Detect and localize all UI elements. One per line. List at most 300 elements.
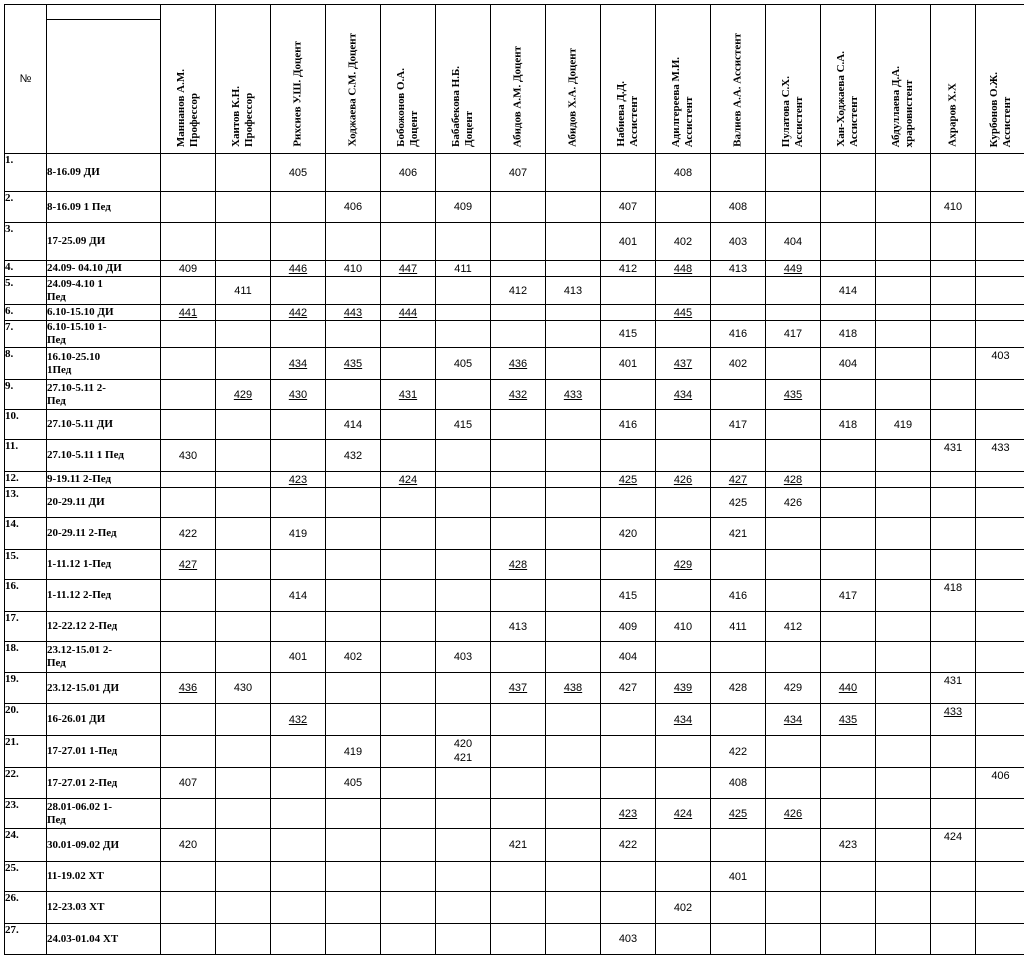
teacher-name: Рихсиев У.Ш. Доцент xyxy=(291,41,304,147)
room-cell xyxy=(876,277,931,305)
row-number: 7. xyxy=(5,321,47,348)
period-label: 24.09- 04.10 ДИ xyxy=(47,261,161,277)
teacher-column-header xyxy=(711,5,766,154)
room-cell xyxy=(271,440,326,472)
room-cell: 425 xyxy=(711,488,766,518)
room-cell xyxy=(976,154,1024,192)
room-cell xyxy=(436,799,491,829)
room-cell xyxy=(976,192,1024,223)
row-number: 17. xyxy=(5,612,47,642)
room-cell xyxy=(876,642,931,673)
period-label: 11-19.02 ХТ xyxy=(47,862,161,892)
room-cell: 429 xyxy=(656,550,711,580)
room-cell: 403 xyxy=(976,348,1024,380)
room-cell xyxy=(711,550,766,580)
room-cell xyxy=(491,580,546,612)
room-cell: 434 xyxy=(656,380,711,410)
room-cell xyxy=(931,518,976,550)
room-cell: 446 xyxy=(271,261,326,277)
room-cell: 422 xyxy=(711,736,766,768)
table-row xyxy=(5,380,1024,410)
room-cell: 430 xyxy=(161,440,216,472)
room-cell xyxy=(976,261,1024,277)
teacher-name: Бабабекова Н.Б. Доцент xyxy=(450,66,475,147)
room-cell xyxy=(326,223,381,261)
room-cell xyxy=(766,924,821,955)
room-cell xyxy=(601,892,656,924)
room-cell xyxy=(381,550,436,580)
room-cell: 406 xyxy=(976,768,1024,799)
room-cell xyxy=(876,192,931,223)
room-cell xyxy=(931,348,976,380)
room-cell: 448 xyxy=(656,261,711,277)
room-cell: 414 xyxy=(271,580,326,612)
header-row xyxy=(5,5,1024,154)
room-cell xyxy=(161,154,216,192)
table-row xyxy=(5,223,1024,261)
room-cell xyxy=(271,550,326,580)
room-cell xyxy=(326,518,381,550)
period-label: 17-27.01 1-Пед xyxy=(47,736,161,768)
room-cell xyxy=(876,321,931,348)
room-cell xyxy=(766,348,821,380)
room-cell xyxy=(271,799,326,829)
room-cell xyxy=(656,277,711,305)
room-cell: 422 xyxy=(601,829,656,862)
room-cell: 425 xyxy=(711,799,766,829)
room-cell xyxy=(491,799,546,829)
room-cell xyxy=(656,321,711,348)
room-cell xyxy=(976,673,1024,704)
row-number: 2. xyxy=(5,192,47,223)
room-cell: 412 xyxy=(766,612,821,642)
room-cell xyxy=(271,736,326,768)
room-cell xyxy=(436,440,491,472)
room-cell xyxy=(491,305,546,321)
table-row xyxy=(5,277,1024,305)
row-number: 15. xyxy=(5,550,47,580)
room-cell xyxy=(821,154,876,192)
room-cell xyxy=(381,580,436,612)
room-cell xyxy=(876,380,931,410)
room-cell xyxy=(271,862,326,892)
table-row xyxy=(5,472,1024,488)
room-cell xyxy=(491,924,546,955)
room-cell: 436 xyxy=(161,673,216,704)
room-cell xyxy=(381,829,436,862)
table-row xyxy=(5,488,1024,518)
room-cell: 401 xyxy=(601,223,656,261)
row-number: 26. xyxy=(5,892,47,924)
room-cell xyxy=(931,154,976,192)
room-cell xyxy=(161,704,216,736)
room-cell xyxy=(216,799,271,829)
table-row xyxy=(5,580,1024,612)
room-cell xyxy=(216,348,271,380)
row-number: 21. xyxy=(5,736,47,768)
room-cell xyxy=(161,924,216,955)
room-cell xyxy=(161,736,216,768)
room-cell xyxy=(161,580,216,612)
room-cell xyxy=(976,924,1024,955)
room-cell xyxy=(976,892,1024,924)
room-cell xyxy=(976,518,1024,550)
room-cell xyxy=(271,924,326,955)
room-cell: 418 xyxy=(931,580,976,612)
table-row xyxy=(5,612,1024,642)
row-number: 11. xyxy=(5,440,47,472)
room-cell xyxy=(876,924,931,955)
room-cell: 424 xyxy=(381,472,436,488)
room-cell: 434 xyxy=(271,348,326,380)
room-cell xyxy=(216,488,271,518)
room-cell xyxy=(436,154,491,192)
room-cell xyxy=(711,305,766,321)
room-cell xyxy=(711,440,766,472)
room-cell xyxy=(326,862,381,892)
room-cell: 431 xyxy=(931,440,976,472)
room-cell xyxy=(326,799,381,829)
room-cell xyxy=(216,410,271,440)
teacher-name: Адилгереева М.И. Ассистент xyxy=(670,56,695,147)
room-cell: 403 xyxy=(601,924,656,955)
room-cell xyxy=(931,410,976,440)
room-cell xyxy=(546,704,601,736)
room-cell: 430 xyxy=(216,673,271,704)
room-cell xyxy=(821,305,876,321)
row-number: 6. xyxy=(5,305,47,321)
row-number: 9. xyxy=(5,380,47,410)
row-number: 8. xyxy=(5,348,47,380)
room-cell xyxy=(931,550,976,580)
room-cell: 419 xyxy=(326,736,381,768)
room-cell xyxy=(161,799,216,829)
room-cell xyxy=(436,924,491,955)
row-number: 20. xyxy=(5,704,47,736)
period-label: 27.10-5.11 1 Пед xyxy=(47,440,161,472)
room-cell xyxy=(546,768,601,799)
room-cell xyxy=(601,440,656,472)
room-cell xyxy=(821,862,876,892)
room-cell xyxy=(876,799,931,829)
period-label: 6.10-15.10 1- Пед xyxy=(47,321,161,348)
room-cell xyxy=(976,736,1024,768)
room-cell xyxy=(601,768,656,799)
room-cell xyxy=(976,580,1024,612)
room-cell xyxy=(766,736,821,768)
room-cell: 409 xyxy=(436,192,491,223)
room-cell: 426 xyxy=(656,472,711,488)
room-cell xyxy=(491,261,546,277)
teacher-name: Курбонов О.Ж. Ассистент xyxy=(987,71,1013,147)
schedule-body xyxy=(5,154,1024,955)
room-cell xyxy=(436,612,491,642)
room-cell xyxy=(766,580,821,612)
room-cell xyxy=(271,223,326,261)
room-cell: 415 xyxy=(601,321,656,348)
room-cell: 422 xyxy=(161,518,216,550)
room-cell xyxy=(976,472,1024,488)
room-cell: 402 xyxy=(711,348,766,380)
room-cell xyxy=(381,321,436,348)
room-cell xyxy=(271,673,326,704)
room-cell xyxy=(436,768,491,799)
room-cell xyxy=(271,768,326,799)
row-number: 27. xyxy=(5,924,47,955)
room-cell: 419 xyxy=(876,410,931,440)
room-cell: 416 xyxy=(711,321,766,348)
room-cell xyxy=(326,550,381,580)
room-cell xyxy=(491,768,546,799)
table-row xyxy=(5,321,1024,348)
teacher-name: Абидов Х.А. Доцент xyxy=(566,48,579,147)
room-cell: 427 xyxy=(601,673,656,704)
room-cell xyxy=(381,612,436,642)
room-cell: 402 xyxy=(326,642,381,673)
room-cell xyxy=(546,440,601,472)
room-cell xyxy=(381,192,436,223)
room-cell xyxy=(876,261,931,277)
teacher-name: Пулатова С.Х. Ассистент xyxy=(780,75,805,147)
room-cell xyxy=(381,518,436,550)
room-cell xyxy=(271,488,326,518)
period-label: 20-29.11 ДИ xyxy=(47,488,161,518)
period-label: 24.09-4.10 1 Пед xyxy=(47,277,161,305)
room-cell: 405 xyxy=(326,768,381,799)
period-label: 6.10-15.10 ДИ xyxy=(47,305,161,321)
room-cell: 411 xyxy=(436,261,491,277)
room-cell xyxy=(656,410,711,440)
room-cell: 405 xyxy=(271,154,326,192)
room-cell xyxy=(821,612,876,642)
room-cell: 431 xyxy=(931,673,976,704)
room-cell xyxy=(931,305,976,321)
table-row xyxy=(5,410,1024,440)
room-cell xyxy=(546,154,601,192)
room-cell xyxy=(436,829,491,862)
room-cell xyxy=(711,380,766,410)
teacher-column-header xyxy=(601,5,656,154)
room-cell xyxy=(601,862,656,892)
room-cell xyxy=(876,472,931,488)
room-cell: 408 xyxy=(711,768,766,799)
room-cell xyxy=(326,380,381,410)
period-label: 1-11.12 1-Пед xyxy=(47,550,161,580)
room-cell: 421 xyxy=(711,518,766,550)
room-cell xyxy=(491,488,546,518)
room-cell xyxy=(976,305,1024,321)
room-cell xyxy=(161,612,216,642)
room-cell xyxy=(216,550,271,580)
room-cell xyxy=(546,472,601,488)
room-cell xyxy=(436,277,491,305)
room-cell xyxy=(381,440,436,472)
row-number: 5. xyxy=(5,277,47,305)
room-cell: 416 xyxy=(601,410,656,440)
room-cell xyxy=(931,612,976,642)
room-cell xyxy=(821,380,876,410)
room-cell xyxy=(436,704,491,736)
room-cell xyxy=(821,768,876,799)
room-cell: 438 xyxy=(546,673,601,704)
teacher-column-header xyxy=(821,5,876,154)
row-number: 16. xyxy=(5,580,47,612)
room-cell xyxy=(931,736,976,768)
teacher-name: Абдуллаева Д.А. храровистент xyxy=(890,65,915,147)
teacher-column-header xyxy=(491,5,546,154)
room-cell xyxy=(216,580,271,612)
room-cell xyxy=(216,924,271,955)
room-cell xyxy=(546,488,601,518)
row-number: 19. xyxy=(5,673,47,704)
room-cell xyxy=(491,472,546,488)
room-cell xyxy=(161,410,216,440)
teacher-name: Валиев А.А. Ассистент xyxy=(731,33,744,147)
room-cell: 427 xyxy=(161,550,216,580)
room-cell: 442 xyxy=(271,305,326,321)
room-cell xyxy=(436,862,491,892)
room-cell xyxy=(976,321,1024,348)
teacher-column-header xyxy=(381,5,436,154)
room-cell xyxy=(216,829,271,862)
period-label: 23.12-15.01 2- Пед xyxy=(47,642,161,673)
room-cell: 428 xyxy=(711,673,766,704)
room-cell xyxy=(436,223,491,261)
teacher-column-header xyxy=(436,5,491,154)
room-cell: 410 xyxy=(326,261,381,277)
room-cell xyxy=(161,488,216,518)
row-number: 12. xyxy=(5,472,47,488)
room-cell xyxy=(821,488,876,518)
room-cell: 413 xyxy=(711,261,766,277)
room-cell xyxy=(436,550,491,580)
room-cell: 424 xyxy=(656,799,711,829)
room-cell xyxy=(876,305,931,321)
room-cell xyxy=(216,612,271,642)
room-cell xyxy=(976,488,1024,518)
table-row xyxy=(5,518,1024,550)
room-cell: 412 xyxy=(491,277,546,305)
room-cell xyxy=(931,223,976,261)
room-cell: 428 xyxy=(491,550,546,580)
room-cell xyxy=(876,518,931,550)
room-cell xyxy=(491,892,546,924)
room-cell xyxy=(711,154,766,192)
period-label: 27.10-5.11 2- Пед xyxy=(47,380,161,410)
room-cell xyxy=(271,321,326,348)
room-cell: 429 xyxy=(216,380,271,410)
room-cell xyxy=(326,892,381,924)
room-cell xyxy=(766,829,821,862)
room-cell xyxy=(491,223,546,261)
teacher-column-header xyxy=(976,5,1024,154)
room-cell xyxy=(656,736,711,768)
room-cell xyxy=(656,829,711,862)
table-row xyxy=(5,550,1024,580)
room-cell: 409 xyxy=(161,261,216,277)
room-cell: 403 xyxy=(436,642,491,673)
room-cell xyxy=(821,736,876,768)
period-label: 20-29.11 2-Пед xyxy=(47,518,161,550)
room-cell xyxy=(381,223,436,261)
period-column-header xyxy=(47,5,161,154)
room-cell: 426 xyxy=(766,488,821,518)
room-cell xyxy=(601,305,656,321)
room-cell xyxy=(931,768,976,799)
room-cell: 435 xyxy=(766,380,821,410)
teacher-column-header xyxy=(216,5,271,154)
room-cell xyxy=(976,642,1024,673)
teacher-column-header xyxy=(656,5,711,154)
table-row xyxy=(5,642,1024,673)
room-cell xyxy=(931,261,976,277)
room-cell xyxy=(491,736,546,768)
room-cell: 404 xyxy=(601,642,656,673)
room-cell: 434 xyxy=(766,704,821,736)
table-row xyxy=(5,736,1024,768)
room-cell xyxy=(766,305,821,321)
room-cell: 406 xyxy=(326,192,381,223)
room-cell xyxy=(876,580,931,612)
period-label: 16.10-25.10 1Пед xyxy=(47,348,161,380)
teacher-column-header xyxy=(876,5,931,154)
row-number: 4. xyxy=(5,261,47,277)
room-cell: 401 xyxy=(271,642,326,673)
room-cell xyxy=(381,488,436,518)
room-cell: 436 xyxy=(491,348,546,380)
room-cell xyxy=(931,924,976,955)
room-cell xyxy=(216,321,271,348)
room-cell xyxy=(976,550,1024,580)
room-cell: 423 xyxy=(271,472,326,488)
room-cell xyxy=(216,768,271,799)
room-cell xyxy=(161,321,216,348)
row-number: 23. xyxy=(5,799,47,829)
room-cell: 433 xyxy=(931,704,976,736)
room-cell xyxy=(931,642,976,673)
room-cell xyxy=(766,862,821,892)
table-row xyxy=(5,892,1024,924)
room-cell xyxy=(546,321,601,348)
room-cell xyxy=(216,704,271,736)
room-cell xyxy=(546,580,601,612)
room-cell: 429 xyxy=(766,673,821,704)
room-cell xyxy=(381,768,436,799)
room-cell xyxy=(326,704,381,736)
room-cell xyxy=(821,924,876,955)
table-row xyxy=(5,192,1024,223)
room-cell: 416 xyxy=(711,580,766,612)
room-cell xyxy=(216,892,271,924)
room-cell xyxy=(656,488,711,518)
schedule-table xyxy=(4,4,1024,955)
room-cell xyxy=(326,673,381,704)
room-cell xyxy=(546,829,601,862)
teacher-column-header xyxy=(931,5,976,154)
room-cell xyxy=(931,380,976,410)
teacher-name: Ахраров Х.Х xyxy=(946,83,959,147)
row-number: 22. xyxy=(5,768,47,799)
room-cell: 414 xyxy=(821,277,876,305)
teacher-name: Маннанов А.М. Профессор xyxy=(175,68,200,147)
room-cell xyxy=(161,892,216,924)
room-cell: 405 xyxy=(436,348,491,380)
teacher-name: Набиева Д.Д. Ассистент xyxy=(615,81,640,147)
room-cell xyxy=(876,736,931,768)
period-label: 17-25.09 ДИ xyxy=(47,223,161,261)
room-cell: 417 xyxy=(821,580,876,612)
room-cell: 413 xyxy=(491,612,546,642)
